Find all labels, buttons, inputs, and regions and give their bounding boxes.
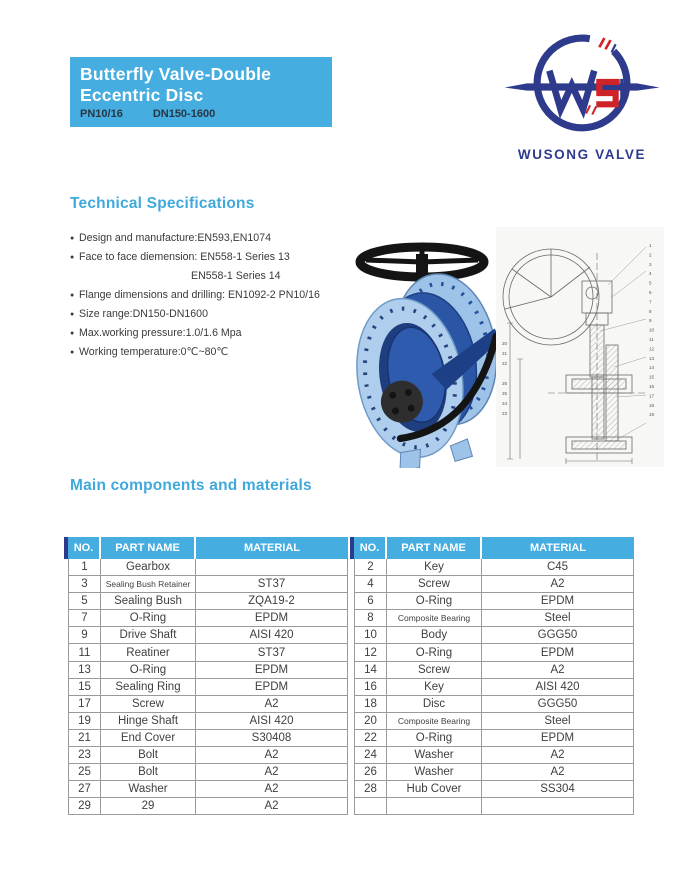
svg-text:23: 23 bbox=[502, 411, 508, 416]
svg-text:20: 20 bbox=[502, 341, 508, 346]
spec-item bbox=[70, 248, 342, 267]
header-accent-strip bbox=[350, 537, 354, 559]
column-header: NO. bbox=[68, 537, 101, 559]
part-name: Washer bbox=[101, 781, 196, 797]
table-row bbox=[354, 610, 634, 627]
svg-text:24: 24 bbox=[502, 401, 508, 406]
spec-item bbox=[70, 305, 342, 324]
part-no: 2 bbox=[354, 559, 387, 575]
part-name: Disc bbox=[387, 696, 482, 712]
svg-text:10: 10 bbox=[649, 327, 655, 333]
part-material: EPDM bbox=[196, 662, 348, 678]
part-no: 17 bbox=[68, 696, 101, 712]
components-table-left bbox=[68, 537, 348, 815]
svg-text:4: 4 bbox=[649, 271, 652, 277]
part-no: 16 bbox=[354, 679, 387, 695]
company-logo bbox=[500, 34, 664, 162]
part-material: A2 bbox=[196, 798, 348, 814]
column-header: PART NAME bbox=[101, 537, 196, 559]
specs-list bbox=[70, 229, 342, 362]
table-body-left bbox=[68, 559, 348, 815]
part-material: S30408 bbox=[196, 730, 348, 746]
part-material: Steel bbox=[482, 610, 634, 626]
part-material: EPDM bbox=[482, 593, 634, 609]
valve-photo bbox=[330, 226, 510, 468]
table-row bbox=[354, 730, 634, 747]
table-row bbox=[354, 764, 634, 781]
size-range: DN150-1600 bbox=[152, 108, 216, 121]
part-no: 13 bbox=[68, 662, 101, 678]
part-no: 9 bbox=[68, 627, 101, 643]
part-material: GGG50 bbox=[482, 696, 634, 712]
svg-text:13: 13 bbox=[649, 355, 655, 361]
part-material: EPDM bbox=[482, 730, 634, 746]
part-material: ST37 bbox=[196, 644, 348, 660]
table-row bbox=[68, 764, 348, 781]
part-no: 27 bbox=[68, 781, 101, 797]
part-name: Composite Bearing bbox=[387, 610, 482, 626]
part-material: EPDM bbox=[482, 644, 634, 660]
table-row bbox=[68, 593, 348, 610]
table-row bbox=[68, 627, 348, 644]
part-name: Bolt bbox=[101, 764, 196, 780]
spec-text: Size range:DN150-DN1600 bbox=[79, 308, 208, 320]
part-name: Key bbox=[387, 559, 482, 575]
svg-text:11: 11 bbox=[649, 337, 654, 342]
svg-text:22: 22 bbox=[502, 361, 508, 366]
page-title-line1: Butterfly Valve-Double bbox=[80, 64, 272, 84]
bullet-dot: ● bbox=[70, 235, 75, 242]
wusong-logo-icon bbox=[500, 34, 664, 140]
part-no: 4 bbox=[354, 576, 387, 592]
part-material: AISI 420 bbox=[196, 627, 348, 643]
table-row bbox=[68, 610, 348, 627]
part-no: 25 bbox=[68, 764, 101, 780]
part-no: 14 bbox=[354, 662, 387, 678]
drawing-callouts-left-lower bbox=[502, 381, 508, 416]
part-name: Gearbox bbox=[101, 559, 196, 575]
part-material: A2 bbox=[482, 764, 634, 780]
part-name: Reatiner bbox=[101, 644, 196, 660]
part-material: GGG50 bbox=[482, 627, 634, 643]
part-no: 15 bbox=[68, 679, 101, 695]
part-name: Sealing Ring bbox=[101, 679, 196, 695]
part-no: 6 bbox=[354, 593, 387, 609]
part-material: C45 bbox=[482, 559, 634, 575]
table-row bbox=[354, 644, 634, 661]
table-row bbox=[68, 679, 348, 696]
bullet-dot: ● bbox=[70, 349, 75, 356]
part-no: 29 bbox=[68, 798, 101, 814]
spec-text: Face to face diemension: EN558-1 Series 13 bbox=[79, 251, 290, 263]
bullet-dot: ● bbox=[70, 311, 75, 318]
part-name: 29 bbox=[101, 798, 196, 814]
part-no: 1 bbox=[68, 559, 101, 575]
part-name: Drive Shaft bbox=[101, 627, 196, 643]
table-header bbox=[68, 537, 348, 559]
part-name: Washer bbox=[387, 747, 482, 763]
part-no: 19 bbox=[68, 713, 101, 729]
part-name: Screw bbox=[101, 696, 196, 712]
table-row bbox=[68, 713, 348, 730]
part-name: O-Ring bbox=[101, 610, 196, 626]
page-title-line2: Eccentric Disc bbox=[80, 84, 204, 105]
svg-text:7: 7 bbox=[649, 299, 652, 305]
table-row bbox=[354, 576, 634, 593]
part-material: ZQA19-2 bbox=[196, 593, 348, 609]
svg-text:14: 14 bbox=[649, 365, 655, 371]
spec-item bbox=[70, 267, 342, 286]
part-name: Screw bbox=[387, 576, 482, 592]
part-name: Sealing Bush bbox=[101, 593, 196, 609]
part-no: 26 bbox=[354, 764, 387, 780]
part-name: Bolt bbox=[101, 747, 196, 763]
part-no: 11 bbox=[68, 644, 101, 660]
table-row bbox=[354, 747, 634, 764]
table-row bbox=[68, 781, 348, 798]
part-material: EPDM bbox=[196, 610, 348, 626]
bullet-dot: ● bbox=[70, 254, 75, 261]
spec-item bbox=[70, 229, 342, 248]
svg-text:16: 16 bbox=[649, 384, 655, 389]
part-material bbox=[196, 559, 348, 575]
part-name: Screw bbox=[387, 662, 482, 678]
table-row bbox=[354, 627, 634, 644]
table-row bbox=[354, 781, 634, 798]
spec-item bbox=[70, 343, 342, 362]
part-name: O-Ring bbox=[387, 730, 482, 746]
table-row bbox=[354, 593, 634, 610]
column-header: NO. bbox=[354, 537, 387, 559]
svg-text:9: 9 bbox=[649, 318, 652, 324]
drawing-callouts-left-upper bbox=[502, 341, 508, 366]
part-name: Body bbox=[387, 627, 482, 643]
part-no bbox=[354, 798, 387, 814]
table-row bbox=[354, 679, 634, 696]
table-row bbox=[68, 662, 348, 679]
spec-text: Max.working pressure:1.0/1.6 Mpa bbox=[79, 327, 242, 339]
components-table-right bbox=[354, 537, 634, 815]
column-header: MATERIAL bbox=[243, 542, 300, 554]
table-row bbox=[68, 730, 348, 747]
pressure-rating: PN10/16 bbox=[80, 108, 123, 121]
table-row bbox=[68, 644, 348, 661]
spec-item bbox=[70, 324, 342, 343]
part-material: AISI 420 bbox=[482, 679, 634, 695]
part-name: Key bbox=[387, 679, 482, 695]
bullet-dot bbox=[70, 267, 79, 286]
spec-text: Flange dimensions and drilling: EN1092-2 PN10/16 bbox=[79, 289, 320, 301]
part-name: O-Ring bbox=[387, 593, 482, 609]
title-block bbox=[70, 57, 332, 127]
part-no: 22 bbox=[354, 730, 387, 746]
header-accent-strip bbox=[64, 537, 68, 559]
table-row bbox=[354, 662, 634, 679]
components-table bbox=[68, 537, 634, 815]
spec-text: Working temperature:0℃~80℃ bbox=[79, 346, 229, 358]
svg-text:5: 5 bbox=[649, 280, 652, 286]
table-row bbox=[68, 559, 348, 576]
table-row bbox=[68, 696, 348, 713]
part-no: 7 bbox=[68, 610, 101, 626]
part-no: 5 bbox=[68, 593, 101, 609]
svg-text:8: 8 bbox=[649, 308, 652, 314]
specs-heading: Technical Specifications bbox=[70, 195, 255, 212]
valve-section-drawing bbox=[496, 227, 664, 467]
spec-text: EN558-1 Series 14 bbox=[191, 270, 281, 282]
svg-text:6: 6 bbox=[649, 290, 652, 295]
part-no: 24 bbox=[354, 747, 387, 763]
part-material: A2 bbox=[482, 747, 634, 763]
table-row bbox=[354, 713, 634, 730]
spec-text: Design and manufacture:EN593,EN1074 bbox=[79, 232, 271, 244]
part-no: 20 bbox=[354, 713, 387, 729]
svg-text:19: 19 bbox=[649, 412, 655, 418]
svg-text:3: 3 bbox=[649, 261, 652, 267]
part-name: End Cover bbox=[101, 730, 196, 746]
part-name: Composite Bearing bbox=[387, 713, 482, 729]
table-row bbox=[354, 798, 634, 815]
svg-text:15: 15 bbox=[649, 374, 655, 380]
part-name: Sealing Bush Retainer bbox=[101, 576, 196, 592]
part-material: A2 bbox=[196, 764, 348, 780]
spec-item bbox=[70, 286, 342, 305]
table-row bbox=[68, 798, 348, 815]
part-name: Hinge Shaft bbox=[101, 713, 196, 729]
components-heading: Main components and materials bbox=[70, 477, 312, 494]
part-no: 21 bbox=[68, 730, 101, 746]
part-no: 10 bbox=[354, 627, 387, 643]
part-material: A2 bbox=[196, 696, 348, 712]
svg-text:21: 21 bbox=[502, 351, 508, 356]
part-no: 8 bbox=[354, 610, 387, 626]
part-name: O-Ring bbox=[101, 662, 196, 678]
column-header: MATERIAL bbox=[529, 542, 586, 554]
part-material: EPDM bbox=[196, 679, 348, 695]
svg-text:2: 2 bbox=[649, 252, 652, 258]
drawing-callouts-right bbox=[649, 243, 655, 417]
table-row bbox=[68, 576, 348, 593]
part-material: A2 bbox=[482, 662, 634, 678]
part-material: ST37 bbox=[196, 576, 348, 592]
rating-line bbox=[80, 108, 322, 120]
part-material: A2 bbox=[482, 576, 634, 592]
svg-text:26: 26 bbox=[502, 381, 508, 386]
bullet-dot: ● bbox=[70, 292, 75, 299]
table-header bbox=[354, 537, 634, 559]
svg-text:12: 12 bbox=[649, 346, 655, 352]
table-row bbox=[354, 696, 634, 713]
part-material: Steel bbox=[482, 713, 634, 729]
brand-name: WUSONG VALVE bbox=[517, 147, 647, 162]
part-material: A2 bbox=[196, 747, 348, 763]
part-name: O-Ring bbox=[387, 644, 482, 660]
part-no: 18 bbox=[354, 696, 387, 712]
svg-text:18: 18 bbox=[649, 402, 655, 408]
part-no: 12 bbox=[354, 644, 387, 660]
column-header: PART NAME bbox=[387, 537, 482, 559]
part-material: AISI 420 bbox=[196, 713, 348, 729]
part-no: 3 bbox=[68, 576, 101, 592]
table-row bbox=[68, 747, 348, 764]
svg-text:1: 1 bbox=[649, 243, 652, 248]
part-no: 28 bbox=[354, 781, 387, 797]
svg-text:25: 25 bbox=[502, 391, 508, 396]
table-body-right bbox=[354, 559, 634, 815]
table-row bbox=[354, 559, 634, 576]
bullet-dot: ● bbox=[70, 330, 75, 337]
part-material bbox=[482, 798, 634, 814]
part-name bbox=[387, 798, 482, 814]
part-no: 23 bbox=[68, 747, 101, 763]
svg-text:17: 17 bbox=[649, 393, 655, 399]
part-name: Washer bbox=[387, 764, 482, 780]
part-name: Hub Cover bbox=[387, 781, 482, 797]
part-material: SS304 bbox=[482, 781, 634, 797]
part-material: A2 bbox=[196, 781, 348, 797]
